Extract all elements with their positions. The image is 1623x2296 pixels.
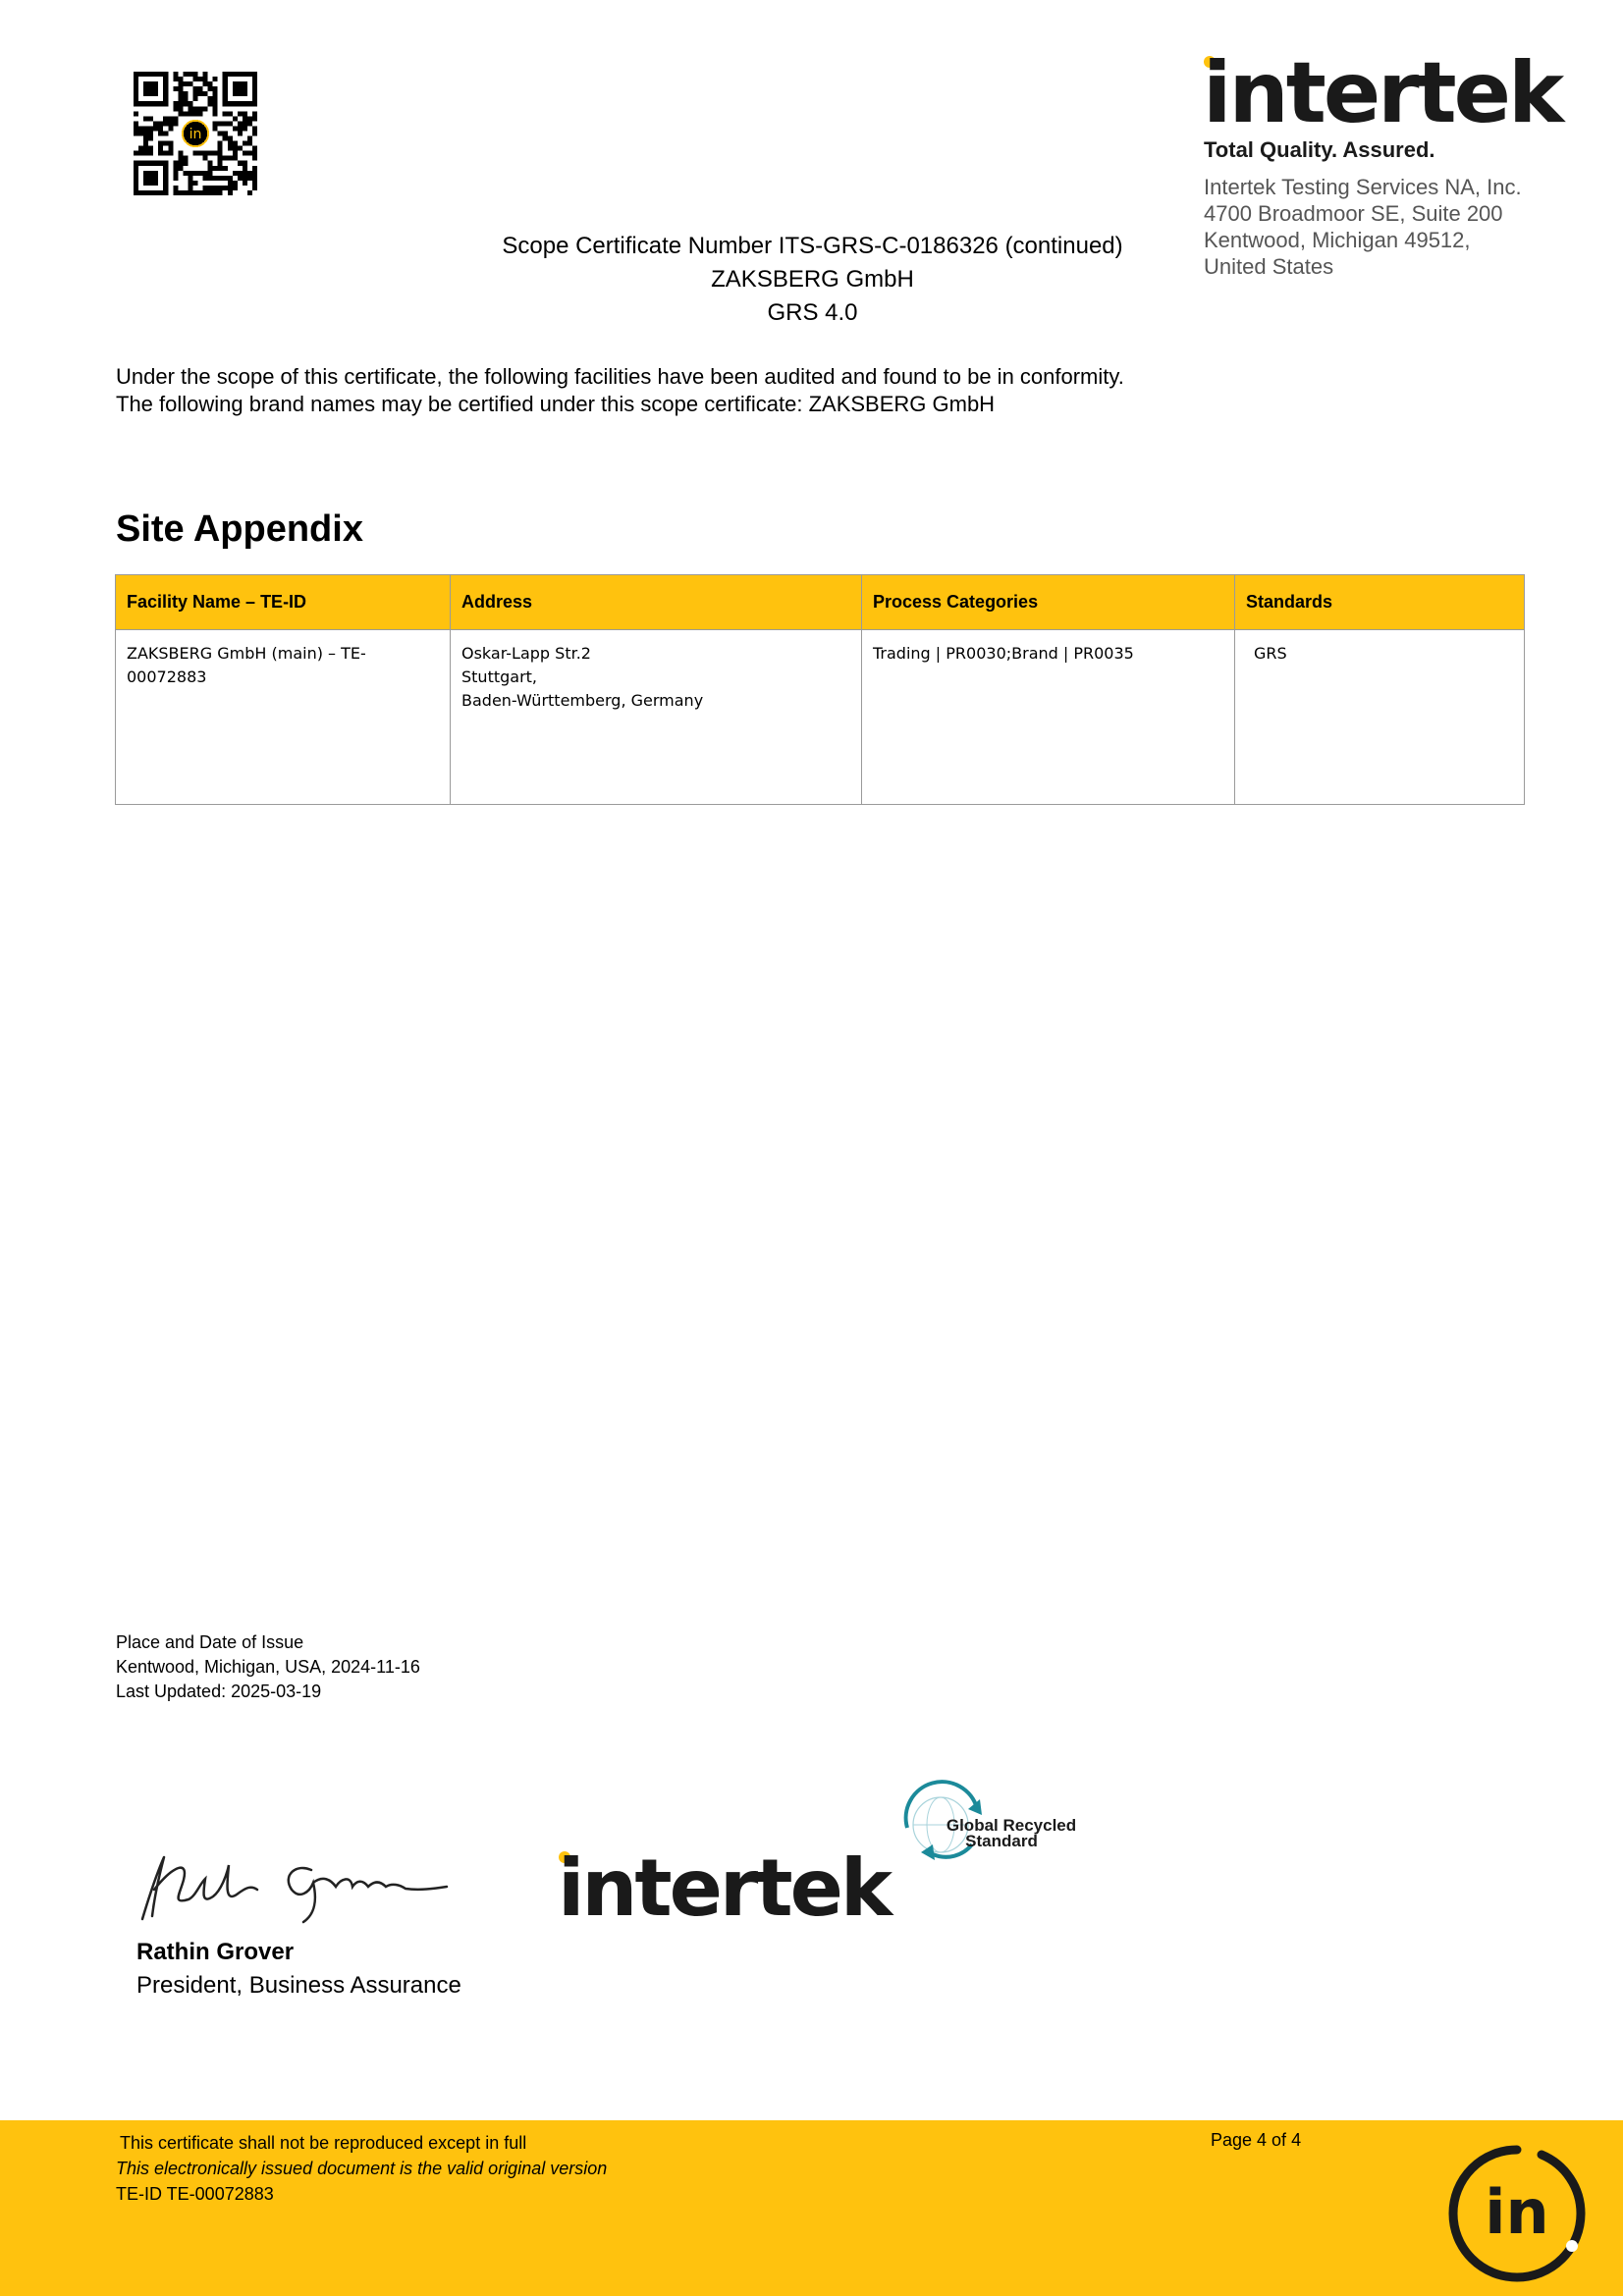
intertek-tagline: Total Quality. Assured. [1204, 137, 1435, 162]
column-header-facility: Facility Name – TE-ID [116, 575, 451, 630]
address-line: Intertek Testing Services NA, Inc. [1204, 175, 1522, 199]
signer-name: Rathin Grover [136, 1939, 295, 1965]
process-cell: Trading | PR0030;Brand | PR0035 [862, 630, 1235, 805]
standards-cell: GRS [1235, 630, 1525, 805]
intro-line: Under the scope of this certificate, the following facilities have been audited and found to be in conformity. [116, 364, 1124, 389]
intro-line: The following brand names may be certified under this scope certificate: ZAKSBERG GmbH [116, 392, 996, 416]
footer-notes [116, 2130, 607, 2207]
address-line: 4700 Broadmoor SE, Suite 200 [1204, 201, 1503, 226]
address-line: Baden-Württemberg, Germany [461, 691, 704, 710]
page-number: Page 4 of 4 [1211, 2130, 1302, 2150]
issue-place-date: Kentwood, Michigan, USA, 2024-11-16 [116, 1657, 420, 1677]
global-recycled-standard-logo [893, 1784, 1077, 1857]
site-appendix-heading: Site Appendix [116, 508, 363, 550]
certificate-number: Scope Certificate Number ITS-GRS-C-0186326 (continued) [502, 233, 1123, 259]
address-line: United States [1204, 254, 1334, 279]
issue-info [116, 1630, 420, 1704]
address-line: Stuttgart, [461, 667, 538, 686]
intertek-in-icon [1443, 2140, 1591, 2287]
svg-text:in: in [1485, 2176, 1549, 2248]
last-updated: Last Updated: 2025-03-19 [116, 1682, 322, 1701]
qr-center-text: in [189, 127, 202, 143]
facility-cell: ZAKSBERG GmbH (main) – TE-00072883 [116, 630, 451, 805]
svg-text:intertek: intertek [558, 1842, 891, 1934]
svg-text:Standard: Standard [965, 1832, 1038, 1850]
svg-text:Global Recycled: Global Recycled [946, 1816, 1077, 1835]
intro-text [116, 363, 1124, 418]
site-appendix-table [115, 574, 1525, 805]
column-header-address: Address [451, 575, 862, 630]
signer-title: President, Business Assurance [136, 1972, 461, 1999]
standard-version: GRS 4.0 [767, 299, 858, 326]
footer-original-note: This electronically issued document is the valid original version [116, 2159, 608, 2178]
footer-te-id: TE-ID TE-00072883 [116, 2184, 274, 2204]
address-cell [451, 630, 862, 805]
column-header-standards: Standards [1235, 575, 1525, 630]
qr-code [134, 72, 257, 195]
intertek-logo [1203, 44, 1562, 142]
address-line: Kentwood, Michigan 49512, [1204, 228, 1471, 252]
issue-label: Place and Date of Issue [116, 1632, 304, 1652]
address-line: Oskar-Lapp Str.2 [461, 644, 591, 663]
table-row [116, 630, 1525, 805]
intertek-logo-bottom [558, 1842, 891, 1934]
svg-text:intertek: intertek [1203, 44, 1562, 142]
certificate-title [324, 230, 1301, 330]
signature [135, 1845, 454, 1929]
footer-reproduction-note: This certificate shall not be reproduced except in full [120, 2133, 527, 2153]
company-name: ZAKSBERG GmbH [711, 266, 914, 293]
table-header-row [116, 575, 1525, 630]
column-header-process: Process Categories [862, 575, 1235, 630]
